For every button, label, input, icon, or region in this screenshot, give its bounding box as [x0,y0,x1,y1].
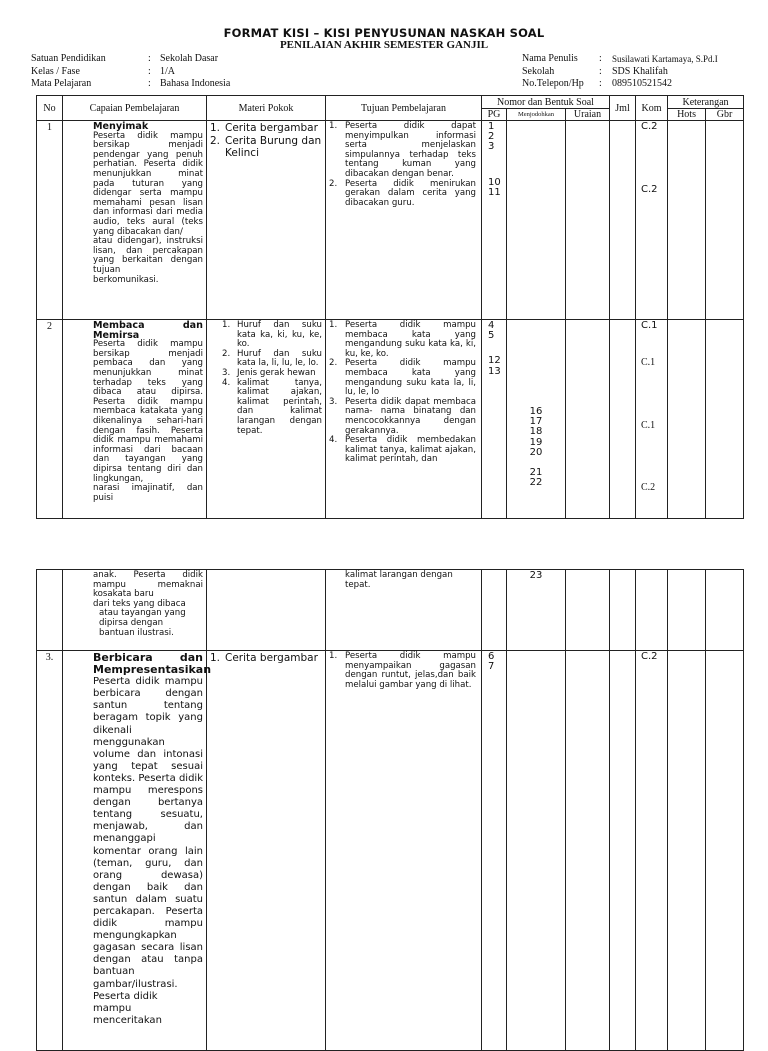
list-item [222,379,322,437]
row-number [37,570,63,651]
tujuan-cell [326,121,482,320]
menjodohkan-number: 23 [529,570,543,581]
meta-row-kelas [31,66,230,79]
pg-number: 11 [488,186,501,198]
header-uraian: Uraian [566,109,610,121]
kom-cell [636,651,668,1051]
list-text: Cerita Burung dan Kelinci [225,134,322,159]
meta-row-satuan [31,53,230,66]
list-item [329,180,476,209]
meta-value: SDS Khalifah [612,65,668,77]
menjodohkan-number: 17 [529,416,543,428]
list-item [329,321,476,359]
meta-label: Kelas / Fase [31,65,80,77]
pg-number: 1 [488,121,495,132]
uraian-cell [566,121,610,320]
list-number: 1. [222,320,231,330]
materi-cell [207,121,326,320]
table-row [37,320,744,519]
meta-sep: : [148,65,151,77]
capaian-text: narasi imajinatif, dan puisi [93,483,203,503]
capaian-text: berkomunikasi. [93,274,159,285]
menjodohkan-cell [507,121,566,320]
list-number: 1. [329,651,338,661]
meta-row-mapel [31,78,230,91]
pg-number: 13 [488,365,501,377]
header-gbr: Gbr [706,109,744,121]
hots-cell [668,121,706,320]
capaian-text: Peserta didik mampu bersikap menjadi pendengar yang penuh perhatian. Peserta didik menunjukkan minat pada tuturan yang didengar serta mampu memahami pesan lisan dan informasi dari media audio, teks aural (teks yang dibacakan dan/ [93,130,203,237]
list-item [222,350,322,369]
header-no: No [37,96,63,121]
list-item [329,122,476,180]
materi-cell [207,570,326,651]
list-number: 2. [329,178,338,189]
uraian-cell [566,320,610,519]
header-hots: Hots [668,109,706,121]
meta-value: Sekolah Dasar [160,53,219,64]
jml-cell [610,570,636,651]
header-menjodohkan: Menjodohkan [507,109,566,121]
capaian-title: Membaca dan Memirsa [93,320,203,341]
pg-cell [482,570,507,651]
tujuan-text: kalimat larangan dengan tepat. [345,570,453,590]
kisi-table-page-2 [36,569,744,1051]
meta-sep: : [148,78,151,89]
meta-sep: : [599,53,602,64]
pg-number: 3 [488,141,495,153]
header-pg: PG [482,109,507,121]
identity-block-right [522,53,718,91]
header-materi: Materi Pokok [207,96,326,121]
tujuan-cell [326,651,482,1051]
meta-label: Mata Pelajaran [31,78,92,89]
list-number: 2. [222,348,231,359]
kom-value: C.2 [641,651,658,662]
list-number: 3. [222,367,231,378]
table-row [37,121,744,320]
pg-number: 6 [488,651,495,662]
pg-number: 10 [488,176,501,188]
list-number: 4. [329,435,338,446]
list-text: kalimat tanya, kalimat ajakan, kalimat perintah, dan kalimat larangan dengan tepat. [237,377,322,436]
capaian-cell [63,320,207,519]
list-text: Peserta didik membedakan kalimat tanya, kalimat ajakan, kalimat perintah, dan [345,435,476,465]
list-text: Peserta didik mampu menyampaikan gagasan dengan runtut, jelas,dan baik melalui gambar yang di lihat. [345,651,476,690]
capaian-cell [63,570,207,651]
capaian-text: Peserta didik [93,990,158,1002]
list-item [329,652,476,690]
kom-value: C.2 [641,121,658,132]
meta-sep: : [599,65,602,77]
list-text: Huruf dan suku kata ka, ki, ku, ke, ko. [237,320,322,350]
kom-value: C.1 [641,357,656,368]
pg-number: 7 [488,661,495,673]
meta-sep: : [599,78,602,89]
tujuan-cell [326,320,482,519]
kisi-table-page-1 [36,95,744,519]
meta-sep: : [148,53,151,64]
gbr-cell [706,570,744,651]
list-text: Peserta didik dapat membaca nama- nama binatang dan mencocokkannya dengan gerakannya. [345,396,476,436]
capaian-text: Peserta didik mampu berbicara dengan santun tentang beragam topik yang dikenali menggunakan volume dan intonasi yang tepat sesuai konteks. Peserta didik mampu merespons dengan bertanya tentang sesuatu, menjawab, dan menanggapi komentar orang lain (teman, guru, dan orang dewasa) dengan baik dan santun dalam suatu percakapan. Peserta didik mampu mengungkapkan gagasan secara lisan dengan atau tanpa bantuan gambar/ilustrasi. [93,676,203,990]
gbr-cell [706,651,744,1051]
list-number: 1. [329,320,338,330]
row-number: 2 [37,320,63,519]
capaian-text: atau didengar), instruksi lisan, dan percakapan yang berkaitan dengan tujuan [93,236,203,275]
capaian-text: Peserta didik mampu bersikap menjadi pembaca dan yang menunjukkan minat terhadap teks yang dibaca atau dipirsa. Peserta didik mampu membaca katakata yang dikenalinya sehari-hari dengan fasih. Peserta didik mampu memahami informasi dari bacaan dan tayangan yang dipirsa tentang diri dan lingkungan, [93,339,203,484]
document-subtitle: PENILAIAN AKHIR SEMESTER GANJIL [279,39,489,51]
capaian-cell [63,121,207,320]
menjodohkan-number: 20 [529,446,543,458]
header-jml: Jml [610,96,636,121]
row-number: 1 [37,121,63,320]
list-number: 1. [329,121,338,131]
meta-label: Satuan Pendidikan [31,53,106,64]
header-kom: Kom [636,96,668,121]
list-number: 2. [329,358,338,369]
menjodohkan-number: 18 [529,426,543,438]
tujuan-cell [326,570,482,651]
capaian-cell [63,651,212,1051]
list-item [329,398,476,436]
meta-label: Sekolah [522,65,555,77]
list-number: 4. [222,377,231,388]
list-item [329,436,476,465]
meta-row-penulis [522,53,718,66]
list-text: Peserta didik menirukan gerakan dalam cerita yang dibacakan guru. [345,178,476,208]
header-tujuan: Tujuan Pembelajaran [326,96,482,121]
meta-value: Bahasa Indonesia [160,78,231,89]
menjodohkan-number: 16 [529,406,543,417]
gbr-cell [706,121,744,320]
list-number: 1. [210,122,221,134]
capaian-title: Menyimak [93,121,149,132]
hots-cell [668,320,706,519]
header-nomor-bentuk: Nomor dan Bentuk Soal [482,96,610,109]
menjodohkan-number: 22 [529,477,543,489]
pg-number: 2 [488,131,495,143]
uraian-cell [566,651,610,1051]
list-item [210,652,323,665]
meta-value: Susilawati Kartamaya, S.Pd.I [612,54,718,64]
list-text: Cerita bergambar [225,652,318,664]
list-number: 1. [210,652,221,664]
header-keterangan: Keterangan [668,96,744,109]
list-text: Peserta didik mampu membaca kata yang mengandung suku kata ka, ki, ku, ke, ko. [345,320,476,359]
menjodohkan-number: 19 [529,436,543,448]
capaian-text: mampu menceritakan [93,1002,162,1026]
kom-cell [636,320,668,519]
list-item [222,321,322,350]
menjodohkan-number: 21 [529,467,543,479]
list-item [210,135,323,160]
list-number: 3. [329,396,338,407]
document-title: FORMAT KISI – KISI PENYUSUNAN NASKAH SOAL [223,26,545,40]
capaian-text: anak. Peserta didik mampu memaknai kosakata baru [93,570,203,600]
identity-block-left [31,53,230,91]
meta-label: Nama Penulis [522,53,578,64]
header-capaian: Capaian Pembelajaran [63,96,207,121]
kom-cell [636,570,668,651]
kom-value: C.1 [641,320,658,331]
list-item [210,122,323,135]
kom-value: C.2 [641,482,656,493]
uraian-cell [566,570,610,651]
meta-value: 1/A [160,65,175,77]
list-number: 2. [210,134,221,147]
list-text: Huruf dan suku kata la, li, lu, le, lo. [237,348,322,369]
pg-cell [482,651,507,1051]
row-number: 3. [37,651,63,1051]
menjodohkan-cell [507,651,566,1051]
jml-cell [610,121,636,320]
materi-cell [207,651,326,1051]
capaian-text: dari teks yang dibaca [93,598,186,609]
jml-cell [610,320,636,519]
jml-cell [610,651,636,1051]
list-text: Cerita bergambar [225,122,318,134]
gbr-cell [706,320,744,519]
list-item [329,359,476,397]
pg-number: 5 [488,330,495,342]
kom-value: C.1 [641,420,656,431]
capaian-text: dipirsa dengan [99,617,164,628]
table-row [37,570,744,651]
pg-number: 12 [488,355,501,367]
pg-cell [482,320,507,519]
materi-cell [207,320,326,519]
list-text: Jenis gerak hewan [237,367,316,378]
capaian-text: atau tayangan yang [99,608,186,619]
menjodohkan-cell [507,320,566,519]
capaian-text: bantuan ilustrasi. [99,627,174,638]
list-text: Peserta didik dapat menyimpulkan informasi serta menjelaskan simpulannya terhadap teks tentang kuman yang dibacakan dengan benar. [345,121,476,179]
kom-cell [636,121,668,320]
hots-cell [668,651,706,1051]
list-text: Peserta didik mampu membaca kata yang mengandung suku kata la, li, lu, le, lo [345,358,476,398]
pg-number: 4 [488,320,495,331]
table-row [37,651,744,1051]
hots-cell [668,570,706,651]
pg-cell [482,121,507,320]
meta-value: 089510521542 [612,78,672,89]
kom-value: C.2 [641,184,658,195]
capaian-title: Berbicara dan Mempresentasikan [93,651,212,677]
meta-row-sekolah [522,66,718,79]
meta-row-telepon [522,78,718,91]
meta-label: No.Telepon/Hp [522,78,584,89]
menjodohkan-cell [507,570,566,651]
